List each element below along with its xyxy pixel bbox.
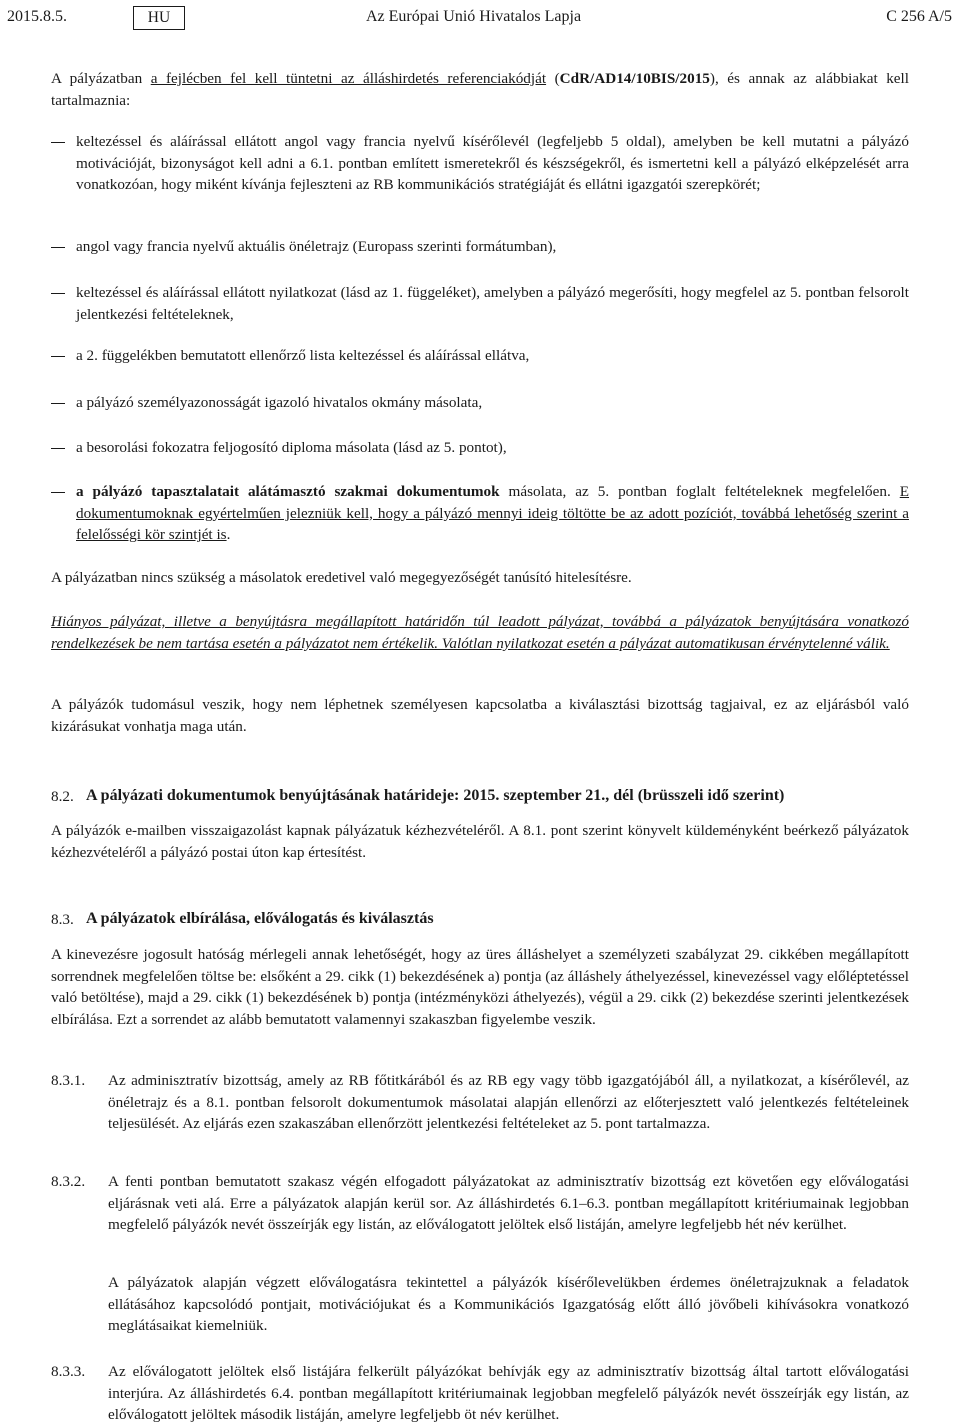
section-title: A pályázati dokumentumok benyújtásának határideje: 2015. szeptember 21., dél (brüsszeli idő szerint) [86, 787, 785, 804]
subsection-text: A pályázatok alapján végzett előválogatásra tekintettel a pályázók kísérőlevelükben érdemes önéletrajzuknak a feladatok ellátásához kapcsolódó pontjait, motivációjukat és a Kommunikációs Igazgatóság előtt álló jövőbeli kihívásokra vonatkozó meglátásaikat kiemelniük. [108, 1274, 909, 1335]
list-item: angol vagy francia nyelvű aktuális önéletrajz (Europass szerinti formátumban), [76, 238, 557, 255]
section-body: A kinevezésre jogosult hatóság mérlegeli annak lehetőségét, hogy az üres álláshelyet a személyzeti szabályzat 29. cikkében megállapított sorrendnek megfelelően töltse be: elsőként a 29. cikk (1) bekezdésének a) pontja (az álláshely áthelyezéssel, kinevezéssel vagy előléptetéssel való betöltése), majd a 29. cikk (1) bekezdésének b) pontja (intézményközi áthelyezés), végül a 29. cikk (2) bekezdése szerinti jelentkezések elbírálása. Ezt a sorrendet az alább bemutatott valamennyi szakaszban figyelembe veszik. [51, 946, 909, 1029]
subsection-text: Az adminisztratív bizottság, amely az RB főtitkárából és az RB egy vagy több igazgatójából áll, a nyilatkozat, a kísérőlevél, az önéletrajz és a 8.1. pontban felsorolt dokumentumok másolatai alapján ellenőrzi az előterjesztett való jelentkezés feltételeinek teljesülését. Az eljárás ezen szakaszában ellenőrzött jelentkezési feltételeket az 5. pont tartalmazza. [108, 1072, 909, 1133]
list-item: a pályázó személyazonosságát igazoló hivatalos okmány másolata, [76, 394, 483, 411]
section-number: 8.2. [51, 788, 74, 805]
no-certification-paragraph: A pályázatban nincs szükség a másolatok eredetivel való megegyezőségét tanúsító hitelesítésre. [51, 569, 632, 586]
intro-underlined: a fejlécben fel kell tüntetni az álláshirdetés referenciakódját [150, 70, 547, 87]
subsection-number: 8.3.2. [51, 1173, 86, 1190]
reference-code: CdR/AD14/10BIS/2015 [559, 70, 710, 87]
list-item: keltezéssel és aláírással ellátott nyilatkozat (lásd az 1. függeléket), amelyben a pályázó megerősíti, hogy megfelel az 5. pontban felsorolt jelentkezési feltételeknek, [76, 284, 909, 323]
section-number: 8.3. [51, 911, 74, 928]
subsection-number: 8.3.3. [51, 1363, 86, 1380]
section-title: A pályázatok elbírálása, előválogatás és kiválasztás [86, 910, 434, 927]
page-reference: C 256 A/5 [886, 8, 952, 25]
intro-paragraph: A pályázatban a fejlécben fel kell tüntetni az álláshirdetés referenciakódját (CdR/AD14/10BIS/2015), és annak az alábbiakat kell tartalmaznia: [51, 70, 909, 109]
language-badge: HU [133, 6, 185, 30]
journal-title: Az Európai Unió Hivatalos Lapja [366, 8, 582, 25]
publication-date: 2015.8.5. [7, 8, 67, 25]
list-item: a pályázó tapasztalatait alátámasztó szakmai dokumentumok másolata, az 5. pontban foglalt feltételeknek megfelelően. E dokumentumoknak egyértelműen jelezniük kell, hogy a pályázó mennyi ideig töltötte be az adott pozíciót, továbbá lehetőség szerint a felelősségi kör szintjét is. [76, 483, 910, 544]
list-item: a 2. függelékben bemutatott ellenőrző lista keltezéssel és aláírással ellátva, [76, 347, 530, 364]
page-header [0, 6, 960, 32]
subsection-text: A fenti pontban bemutatott szakasz végén elfogadott pályázatokat az adminisztratív bizottság ezt követően egy előválogatási eljárásnak veti alá. Erre a pályázatok alapján kerül sor. Az álláshirdetés 6.1–6.3. pontban megállapított kritériumainak legjobban megfelelő pályázók nevét összeírják egy listán, az előválogatott jelöltek első listáján, amelyre legfeljebb hét név kerülhet. [108, 1173, 909, 1234]
subsection-number: 8.3.1. [51, 1072, 86, 1089]
section-body: A pályázók e-mailben visszaigazolást kapnak pályázatuk kézhezvételéről. A 8.1. pont szerint könyvelt küldeményként beérkező pályázatok kézhezvételéről a pályázó postai úton kap értesítést. [51, 822, 909, 861]
list-item: keltezéssel és aláírással ellátott angol vagy francia nyelvű kísérőlevél (legfeljebb 5 oldal), amelyben be kell mutatni a pályázó motivációját, bizonyságot kell adni a 6.1. pontban említett ismeretekről és készségekről, és ismertetni kell a pályázó elképzelését arra vonatkozóan, hogy miként kívánja fejleszteni az RB kommunikációs stratégiáját és ellátni igazgatói szerepkörét; [76, 133, 909, 194]
list-item: a besorolási fokozatra feljogosító diploma másolata (lásd az 5. pontot), [76, 439, 507, 456]
contact-paragraph: A pályázók tudomásul veszik, hogy nem léphetnek személyesen kapcsolatba a kiválasztási bizottság tagjaival, ez az eljárásból való kizárásukat vonhatja maga után. [51, 696, 909, 735]
subsection-text: Az előválogatott jelöltek első listájára felkerült pályázókat behívják egy az adminisztratív bizottság által tartott előválogatási interjúra. Az álláshirdetés 6.4. pontban megállapított kritériumainak legjobban megfelelő pályázók nevét összeírják egy listán, az előválogatott jelöltek második listáján, amelyre legfeljebb öt név kerülhet. [108, 1363, 909, 1424]
warning-paragraph: Hiányos pályázat, illetve a benyújtásra megállapított határidőn túl leadott pályázat, továbbá a pályázatok benyújtására vonatkozó rendelkezések be nem tartása esetén a pályázatot nem értékelik. Valótlan nyilatkozat esetén a pályázat automatikusan érvénytelenné válik. [51, 613, 909, 652]
